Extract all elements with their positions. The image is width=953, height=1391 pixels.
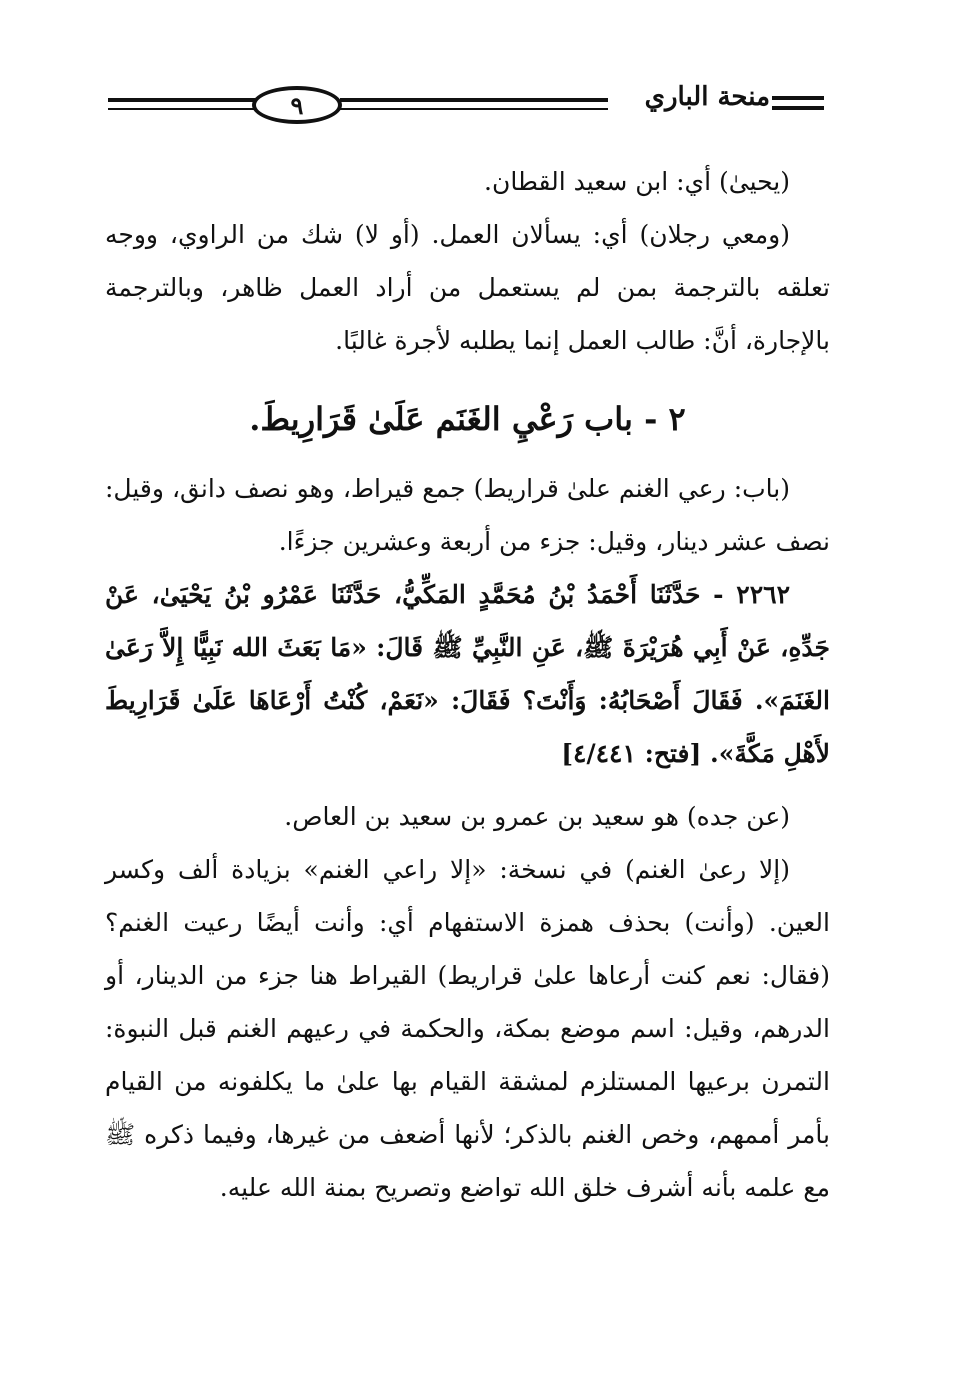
section-one xyxy=(105,155,830,367)
paragraph: (إلا رعىٰ الغنم) في نسخة: «إلا راعي الغنم» بزيادة ألف وكسر العين. (وأنت) بحذف همزة الاستفهام أي: وأنت أيضًا رعيت الغنم؟ (فقال: نعم كنت أرعاها علىٰ قراريط) القيراط هنا جزء من الدينار، أو الدرهم، وقيل: اسم موضع بمكة، والحكمة في رعيهم الغنم قبل النبوة: التمرن برعيها المستلزم لمشقة القيام بها علىٰ ما يكلفونه من القيام بأمر أممهم، وخص الغنم بالذكر؛ لأنها أضعف من غيرها، وفيما ذكره ﷺ مع علمه بأنه أشرف خلق الله تواضع وتصريح بمنة الله عليه. xyxy=(105,855,830,1202)
page-number: ٩ xyxy=(252,86,342,124)
header-rule-right xyxy=(772,96,824,100)
section-two xyxy=(105,462,830,1214)
header-rule-right-2 xyxy=(772,106,824,110)
page-header xyxy=(100,80,830,132)
header-rule-left xyxy=(108,98,258,102)
paragraph: (ومعي رجلان) أي: يسألان العمل. (أو لا) شك من الراوي، ووجه تعلقه بالترجمة بمن لم يستعمل من أراد العمل ظاهر، وبالترجمة بالإجارة، أنَّ: طالب العمل إنما يطلبه لأجرة غالبًا. xyxy=(105,220,830,355)
hadith-text: ٢٢٦٢ - حَدَّثَنَا أَحْمَدُ بْنُ مُحَمَّدٍ المَكِّيُّ، حَدَّثَنَا عَمْرُو بْنُ يَحْيَىٰ، عَنْ جَدِّهِ، عَنْ أَبِي هُرَيْرَةَ ﷺ، عَنِ النَّبِيِّ ﷺ قَالَ: «مَا بَعَثَ الله نَبِيًّا إِلاَّ رَعَىٰ الغَنَمَ». فَقَالَ أَصْحَابُهُ: وَأَنْتَ؟ فَقَالَ: «نَعَمْ، كُنْتُ أَرْعَاهَا عَلَىٰ قَرَارِيطَ لأَهْلِ مَكَّةَ». [فتح: ٤/٤٤١] xyxy=(105,580,830,768)
paragraph: (يحيىٰ) أي: ابن سعيد القطان. xyxy=(484,167,790,196)
header-rule-middle xyxy=(340,98,608,102)
header-rule-middle-thin xyxy=(340,108,608,110)
header-rule-left-thin xyxy=(108,108,258,110)
paragraph: (باب: رعي الغنم علىٰ قراريط) جمع قيراط، وهو نصف دانق، وقيل: نصف عشر دينار، وقيل: جزء من أربعة وعشرين جزءًا. xyxy=(105,474,830,556)
paragraph: (عن جده) هو سعيد بن عمرو بن سعيد بن العاص. xyxy=(284,802,790,831)
chapter-heading: ٢ - باب رَعْيِ الغَنَم عَلَىٰ قَرَارِيطَ. xyxy=(249,400,686,438)
book-title: منحة الباري xyxy=(644,82,770,112)
